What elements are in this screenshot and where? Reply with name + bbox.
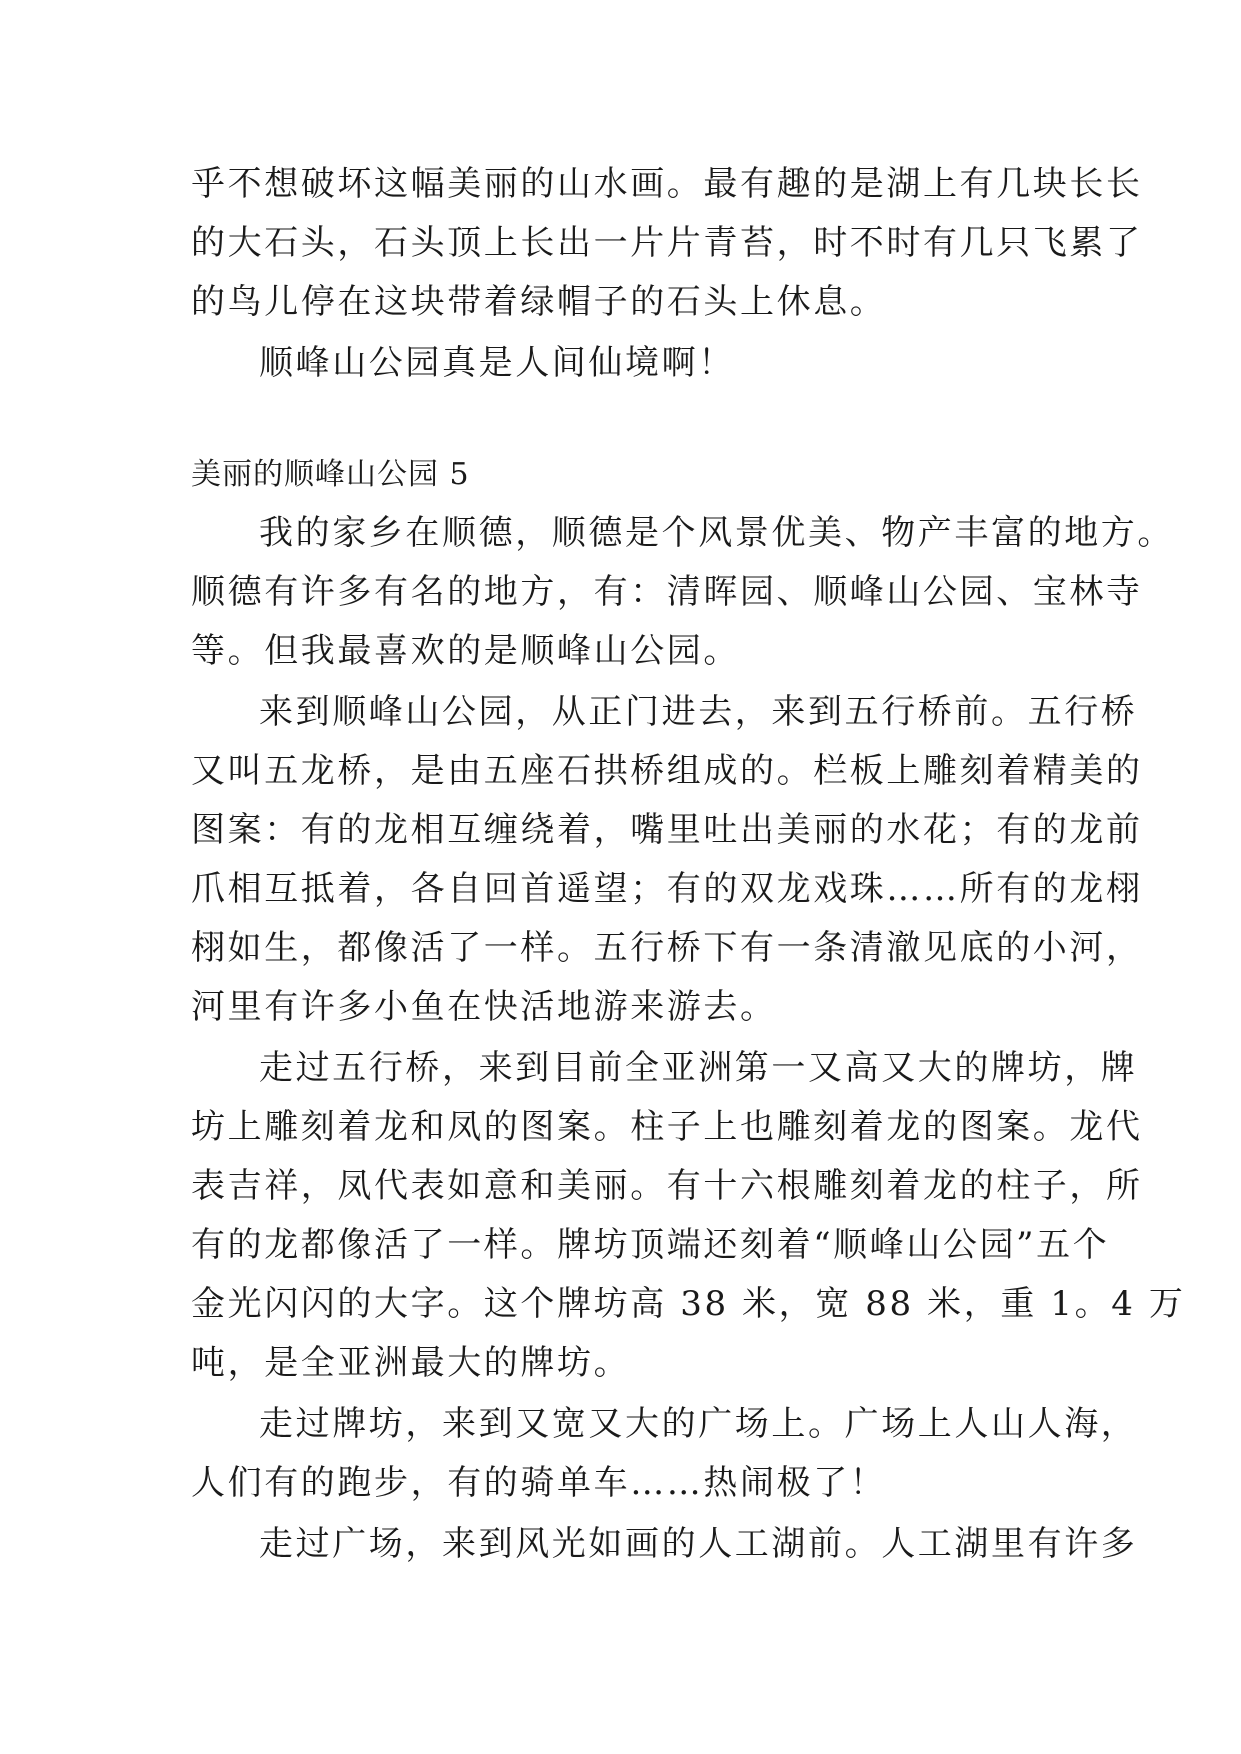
paragraph-start-line: 我的家乡在顺德，顺德是个风景优美、物产丰富的地方。 bbox=[259, 513, 1174, 553]
text-line: 的大石头，石头顶上长出一片片青苔，时不时有几只飞累了 bbox=[191, 223, 1143, 263]
section-title: 美丽的顺峰山公园 5 bbox=[191, 457, 470, 492]
paragraph-start-line: 顺峰山公园真是人间仙境啊！ bbox=[259, 343, 735, 383]
text-line: 河里有许多小鱼在快活地游来游去。 bbox=[191, 987, 777, 1027]
text-line: 的鸟儿停在这块带着绿帽子的石头上休息。 bbox=[191, 282, 887, 322]
text-line: 表吉祥，凤代表如意和美丽。有十六根雕刻着龙的柱子，所 bbox=[191, 1166, 1143, 1206]
text-line: 图案：有的龙相互缠绕着，嘴里吐出美丽的水花；有的龙前 bbox=[191, 810, 1143, 850]
text-line: 又叫五龙桥，是由五座石拱桥组成的。栏板上雕刻着精美的 bbox=[191, 751, 1143, 791]
text-line: 金光闪闪的大字。这个牌坊高 38 米，宽 88 米，重 1。4 万 bbox=[191, 1284, 1186, 1324]
text-line: 乎不想破坏这幅美丽的山水画。最有趣的是湖上有几块长长 bbox=[191, 164, 1143, 204]
text-line: 爪相互抵着，各自回首遥望；有的双龙戏珠……所有的龙栩 bbox=[191, 869, 1143, 909]
text-line: 等。但我最喜欢的是顺峰山公园。 bbox=[191, 631, 740, 671]
text-line: 吨，是全亚洲最大的牌坊。 bbox=[191, 1343, 631, 1383]
text-line: 坊上雕刻着龙和凤的图案。柱子上也雕刻着龙的图案。龙代 bbox=[191, 1107, 1143, 1147]
text-line: 顺德有许多有名的地方，有：清晖园、顺峰山公园、宝林寺 bbox=[191, 572, 1143, 612]
paragraph-start-line: 来到顺峰山公园，从正门进去，来到五行桥前。五行桥 bbox=[259, 692, 1138, 732]
text-line: 栩如生，都像活了一样。五行桥下有一条清澈见底的小河， bbox=[191, 928, 1143, 968]
text-line: 有的龙都像活了一样。牌坊顶端还刻着“顺峰山公园”五个 bbox=[191, 1225, 1110, 1265]
paragraph-start-line: 走过五行桥，来到目前全亚洲第一又高又大的牌坊，牌 bbox=[259, 1048, 1138, 1088]
text-line: 人们有的跑步，有的骑单车……热闹极了！ bbox=[191, 1463, 887, 1503]
paragraph-start-line: 走过牌坊，来到又宽又大的广场上。广场上人山人海， bbox=[259, 1404, 1138, 1444]
paragraph-start-line: 走过广场，来到风光如画的人工湖前。人工湖里有许多 bbox=[259, 1524, 1138, 1564]
